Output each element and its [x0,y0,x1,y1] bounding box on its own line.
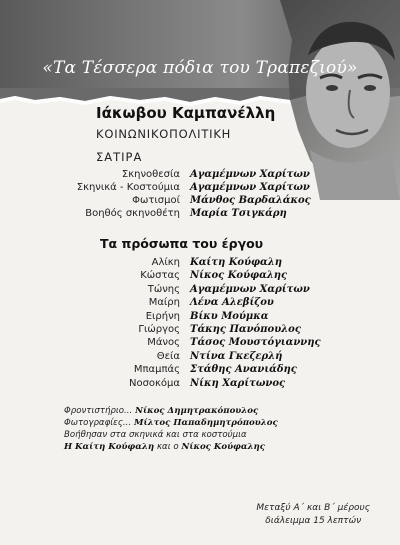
help-credit-names [64,441,278,453]
interval-line-1: Μεταξύ Α΄ και Β΄ μέρους [256,503,370,513]
cast-list [56,256,376,390]
help-name-1: Καίτη Κούφαλη [75,442,155,452]
credit-row [56,168,356,181]
cast-row [56,323,376,336]
credit-row [56,194,356,207]
help-credit-line [64,429,278,441]
cast-actor: Νίκος Κούφαλης [190,270,288,282]
cast-role: Μάνος [147,337,180,349]
credit-name: Αγαμέμνων Χαρίτων [190,182,310,193]
cast-row [56,269,376,282]
help-conjunction: και ο [156,442,179,452]
cast-row [56,336,376,349]
help-text: Βοήθησαν στα σκηνικά και στα κοστούμια [64,430,247,440]
cast-role: Νοσοκόμα [128,377,180,389]
credit-row [56,181,356,194]
cast-role: Θεία [156,350,180,362]
crew-credits [64,405,278,453]
cast-role: Ειρήνη [145,310,180,322]
interval-note [256,502,370,528]
cast-actor: Ντίνα Γκεζερλή [190,350,283,362]
credit-name: Μαρία Τσιγκάρη [190,208,287,219]
props-name: Νίκος Δημητρακόπουλος [135,406,259,416]
cast-role: Μαίρη [148,297,180,309]
cast-actor: Νίκη Χαρίτωνος [190,377,286,389]
credit-role: Βοηθός σκηνοθέτη [85,208,180,219]
cast-actor: Βίκυ Μούμκα [190,310,269,322]
cast-actor: Τάσος Μουστόγιαννης [190,337,321,349]
cast-heading: Τα πρόσωπα του έργου [100,236,264,251]
props-label: Φροντιστήριο... [64,406,133,416]
cast-row [56,310,376,323]
cast-row [56,363,376,376]
credit-row [56,207,356,220]
cast-row [56,296,376,309]
credit-name: Μάνθος Βαρδαλάκος [190,195,311,206]
genre-line-1: ΚΟΙΝΩΝΙΚΟΠΟΛΙΤΙΚΗ [96,127,232,141]
production-credits [56,168,356,220]
cast-row [56,377,376,390]
cast-row [56,350,376,363]
props-credit [64,405,278,417]
cast-actor: Αγαμέμνων Χαρίτων [190,283,310,295]
photo-name: Μίλτος Παπαδημητρόπουλος [133,418,278,428]
cast-row [56,256,376,269]
photo-credit [64,417,278,429]
cast-row [56,283,376,296]
credit-role: Σκηνοθεσία [121,169,180,180]
cast-role: Κώστας [140,270,180,282]
interval-line-2: διάλειμμα 15 λεπτών [265,516,362,526]
cast-role: Γιώργος [138,323,180,335]
cast-role: Τώνης [147,283,180,295]
credit-role: Φωτισμοί [132,195,180,206]
help-prefix: Η [64,442,73,452]
play-title: «Τα Τέσσερα πόδια του Τραπεζιού» [42,58,358,78]
help-name-2: Νίκος Κούφαλης [181,442,265,452]
photo-label: Φωτογραφίες... [64,418,132,428]
credit-role: Σκηνικά - Κοστούμια [76,182,180,193]
cast-actor: Τάκης Πανόπουλος [190,323,301,335]
genre-line-2: ΣΑΤΙΡΑ [96,150,143,164]
author-name: Ιάκωβου Καμπανέλλη [96,104,276,122]
cast-actor: Λένα Αλεβίζου [190,297,274,309]
cast-role: Μπαμπάς [133,364,180,376]
cast-actor: Καίτη Κούφαλη [190,257,283,268]
credit-name: Αγαμέμνων Χαρίτων [190,169,310,180]
cast-role: Αλίκη [151,257,180,268]
cast-actor: Στάθης Ανανιάδης [190,364,297,376]
